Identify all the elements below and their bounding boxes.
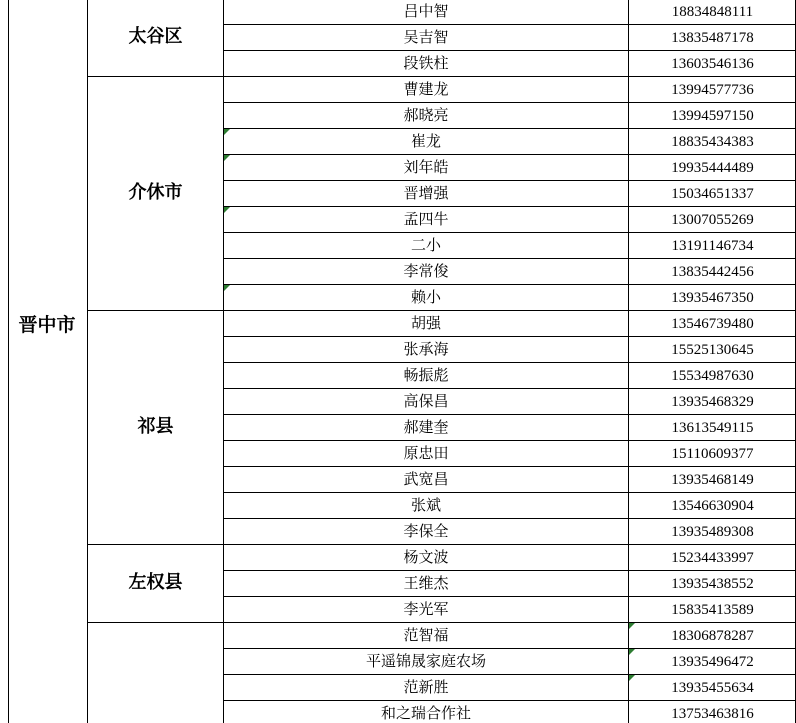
name-cell: 段铁柱 (403, 54, 449, 72)
comment-marker-icon (224, 129, 230, 135)
comment-marker-icon (629, 623, 635, 629)
grid-line (223, 310, 796, 311)
phone-cell: 15234433997 (671, 550, 754, 566)
name-cell: 张承海 (403, 340, 449, 358)
grid-line (223, 674, 796, 675)
phone-cell: 13613549115 (671, 420, 754, 436)
district-cell: 太谷区 (128, 26, 183, 47)
grid-line (223, 414, 796, 415)
grid-line (223, 466, 796, 467)
grid-line (223, 518, 796, 519)
grid-line (223, 232, 796, 233)
phone-cell: 18835434383 (671, 134, 754, 150)
name-cell: 吴吉智 (403, 28, 449, 46)
name-cell: 胡强 (410, 314, 441, 332)
grid-line (87, 76, 223, 77)
name-cell: 李保全 (403, 522, 449, 540)
comment-marker-icon (224, 155, 230, 161)
phone-cell: 18306878287 (671, 628, 754, 644)
name-cell: 武宽昌 (403, 470, 449, 488)
phone-cell: 15525130645 (671, 342, 754, 358)
phone-cell: 13935467350 (671, 290, 754, 306)
comment-marker-icon (224, 207, 230, 213)
name-cell: 王维杰 (403, 574, 449, 592)
phone-cell: 18834848111 (671, 4, 754, 20)
grid-line (223, 102, 796, 103)
phone-cell: 13546630904 (671, 498, 754, 514)
phone-cell: 13546739480 (671, 316, 754, 332)
comment-marker-icon (629, 675, 635, 681)
grid-line (223, 622, 796, 623)
comment-marker-icon (629, 649, 635, 655)
city-cell: 晋中市 (18, 314, 76, 336)
grid-line (87, 544, 223, 545)
district-cell: 祁县 (137, 416, 174, 437)
name-cell: 范新胜 (403, 678, 449, 696)
phone-cell: 13191146734 (671, 238, 754, 254)
grid-line (223, 284, 796, 285)
name-cell: 原忠田 (403, 444, 449, 462)
grid-line (223, 492, 796, 493)
name-cell: 平遥锦晟家庭农场 (365, 652, 486, 670)
grid-line (87, 0, 88, 723)
name-cell: 李常俊 (403, 262, 449, 280)
name-cell: 赖小 (410, 288, 441, 306)
grid-line (223, 648, 796, 649)
grid-line (223, 24, 796, 25)
district-cell: 左权县 (128, 572, 183, 593)
phone-cell: 15534987630 (671, 368, 754, 384)
grid-line (87, 622, 223, 623)
name-cell: 高保昌 (403, 392, 449, 410)
phone-cell: 15034651337 (671, 186, 754, 202)
name-cell: 刘年皓 (403, 158, 449, 176)
name-cell: 杨文波 (403, 548, 449, 566)
phone-cell: 15835413589 (671, 602, 754, 618)
grid-line (223, 700, 796, 701)
grid-line (223, 154, 796, 155)
phone-cell: 13835487178 (671, 30, 754, 46)
grid-line (8, 0, 9, 723)
phone-cell: 19935444489 (671, 160, 754, 176)
grid-line (223, 596, 796, 597)
name-cell: 范智福 (403, 626, 449, 644)
grid-line (223, 544, 796, 545)
phone-cell: 13994597150 (671, 108, 754, 124)
name-cell: 吕中智 (403, 2, 449, 20)
grid-line (223, 362, 796, 363)
name-cell: 晋增强 (403, 184, 449, 202)
name-cell: 曹建龙 (403, 80, 449, 98)
name-cell: 畅振彪 (403, 366, 449, 384)
grid-line (223, 388, 796, 389)
grid-line (223, 50, 796, 51)
phone-cell: 13603546136 (671, 56, 754, 72)
district-cell: 介休市 (128, 182, 183, 203)
name-cell: 和之瑞合作社 (380, 704, 471, 722)
name-cell: 李光军 (403, 600, 449, 618)
phone-cell: 13994577736 (671, 82, 754, 98)
grid-line (87, 310, 223, 311)
phone-cell: 13935455634 (671, 680, 754, 696)
grid-line (223, 76, 796, 77)
grid-line (223, 206, 796, 207)
phone-cell: 13935438552 (671, 576, 754, 592)
comment-marker-icon (224, 285, 230, 291)
phone-cell: 13935468149 (671, 472, 754, 488)
name-cell: 孟四牛 (403, 210, 449, 228)
phone-cell: 13753463816 (671, 706, 754, 722)
phone-cell: 13935468329 (671, 394, 754, 410)
phone-cell: 13835442456 (671, 264, 754, 280)
grid-line (223, 180, 796, 181)
grid-line (223, 336, 796, 337)
grid-line (223, 440, 796, 441)
phone-cell: 13935489308 (671, 524, 754, 540)
grid-line (223, 258, 796, 259)
phone-cell: 13935496472 (671, 654, 754, 670)
name-cell: 二小 (410, 236, 441, 254)
name-cell: 郝晓亮 (403, 106, 449, 124)
name-cell: 郝建奎 (403, 418, 449, 436)
grid-line (223, 570, 796, 571)
phone-cell: 13007055269 (671, 212, 754, 228)
name-cell: 崔龙 (410, 132, 441, 150)
grid-line (223, 128, 796, 129)
name-cell: 张斌 (410, 496, 441, 514)
phone-cell: 15110609377 (671, 446, 754, 462)
